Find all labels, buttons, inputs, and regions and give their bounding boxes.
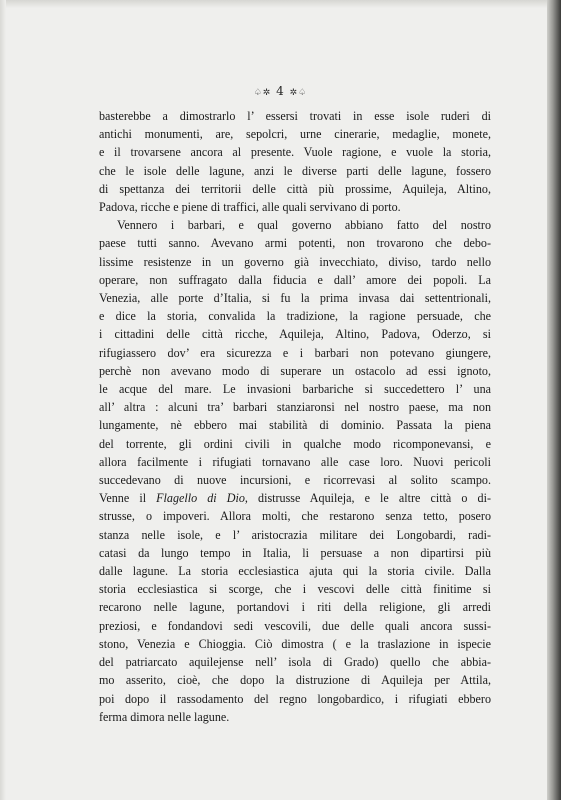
text-line: Vennero i barbari, e qual governo abbiano fatto del nostro <box>117 218 491 233</box>
text-line: catasi da lungo tempo in Italia, li persuase a non dipartirsi più <box>99 545 491 560</box>
text-segment: , distrusse Aquileja, e le altre città o di- <box>244 491 491 506</box>
text-line: Venezia, alle porte d’Italia, si fu la prima invasa dai settentrionali, <box>99 291 491 306</box>
text-line: storia ecclesiastica si scorge, che i vescovi delle città finitime si <box>99 582 491 597</box>
text-line: paese tutti sanno. Avevano armi potenti, non trovarono che debo- <box>99 236 491 251</box>
text-line: antichi monumenti, are, sepolcri, urne cinerarie, medaglie, monete, <box>99 127 491 142</box>
text-line: strusse, o impoveri. Allora molti, che restarono senza tetto, posero <box>99 509 491 524</box>
text-line: preziosi, e fondandovi sedi vescovili, due delle quali ancora sussi- <box>99 618 491 633</box>
text-line: ferma dimora nelle lagune. <box>99 709 230 724</box>
text-line: all’ altra : alcuni tra’ barbari stanziaronsi nel nostro paese, ma non <box>99 400 491 415</box>
text-line: di spettanza dei territorii delle città più prossime, Aquileja, Altino, <box>99 181 491 196</box>
text-line: del patriarcato aquilejense nell’ isola di Grado) quello che abbia- <box>99 655 491 670</box>
text-line: perchè non avevano modo di superare un ostacolo ad essi ignoto, <box>99 363 491 378</box>
text-line: operare, non suffragato dalla fiducia e dall’ amore dei popoli. La <box>99 272 491 287</box>
text-line: mo asserito, cioè, che dopo la distruzione di Aquileja per Attila, <box>99 673 491 688</box>
page-number-value: 4 <box>276 84 285 98</box>
ornament-left-icon: ♤✲ <box>253 88 272 98</box>
text-line: le acque del mare. Le invasioni barbariche si succedettero l’ una <box>99 382 491 397</box>
body-text <box>99 107 491 726</box>
text-line: i cittadini delle città ricche, Aquileja, Altino, Padova, Oderzo, si <box>99 327 491 342</box>
text-line: succedevano di nuove incursioni, e ricorrevasi al solito scampo. <box>99 473 491 488</box>
page-number <box>0 84 561 98</box>
text-line: recarono nelle lagune, portandovi i riti della religione, gli arredi <box>99 600 491 615</box>
text-line: e dice la storia, convalida la tradizione, la ragione persuade, che <box>99 309 491 324</box>
text-line: e il trovarsene ancora al presente. Vuole ragione, e vuole la storia, <box>99 145 491 160</box>
text-line: lissime resistenze in un governo già invecchiato, diviso, tardo nello <box>99 254 491 269</box>
text-line: che le isole delle lagune, anzi le diverse parti delle lagune, fossero <box>99 163 491 178</box>
text-line: rifugiassero dov’ era sicurezza e i barbari non potevano giungere, <box>99 345 491 360</box>
page-edge-left <box>0 0 6 800</box>
page-edge-top <box>0 0 561 8</box>
page-edge-right <box>547 0 561 800</box>
text-line <box>99 489 491 507</box>
text-line: allora facilmente i rifugiati tornavano alle case loro. Nuovi pericoli <box>99 454 491 469</box>
ornament-right-icon: ✲♤ <box>289 88 308 98</box>
text-line: dalle lagune. La storia ecclesiastica ajuta qui la storia civile. Dalla <box>99 564 491 579</box>
text-line: basterebbe a dimostrarlo l’ essersi trovati in esse isole ruderi di <box>99 109 491 123</box>
text-line: del torrente, gli ordini civili in qualche modo ricomponevansi, e <box>99 436 491 451</box>
text-line: stono, Venezia e Chioggia. Ciò dimostra ( e la traslazione in ispecie <box>99 636 491 651</box>
text-line: lungamente, nè ebbero mai stabilità di dominio. Passata la piena <box>99 418 491 433</box>
text-line: Padova, ricche e piene di traffici, alle quali servivano di porto. <box>99 200 401 215</box>
text-line: stanza nelle isole, e l’ aristocrazia militare dei Longobardi, radi- <box>99 527 491 542</box>
text-segment: Venne il <box>99 491 157 506</box>
text-line: poi dopo il rassodamento del regno longobardico, i rifugiati ebbero <box>99 691 491 706</box>
italic-phrase: Flagello di Dio <box>156 491 245 506</box>
